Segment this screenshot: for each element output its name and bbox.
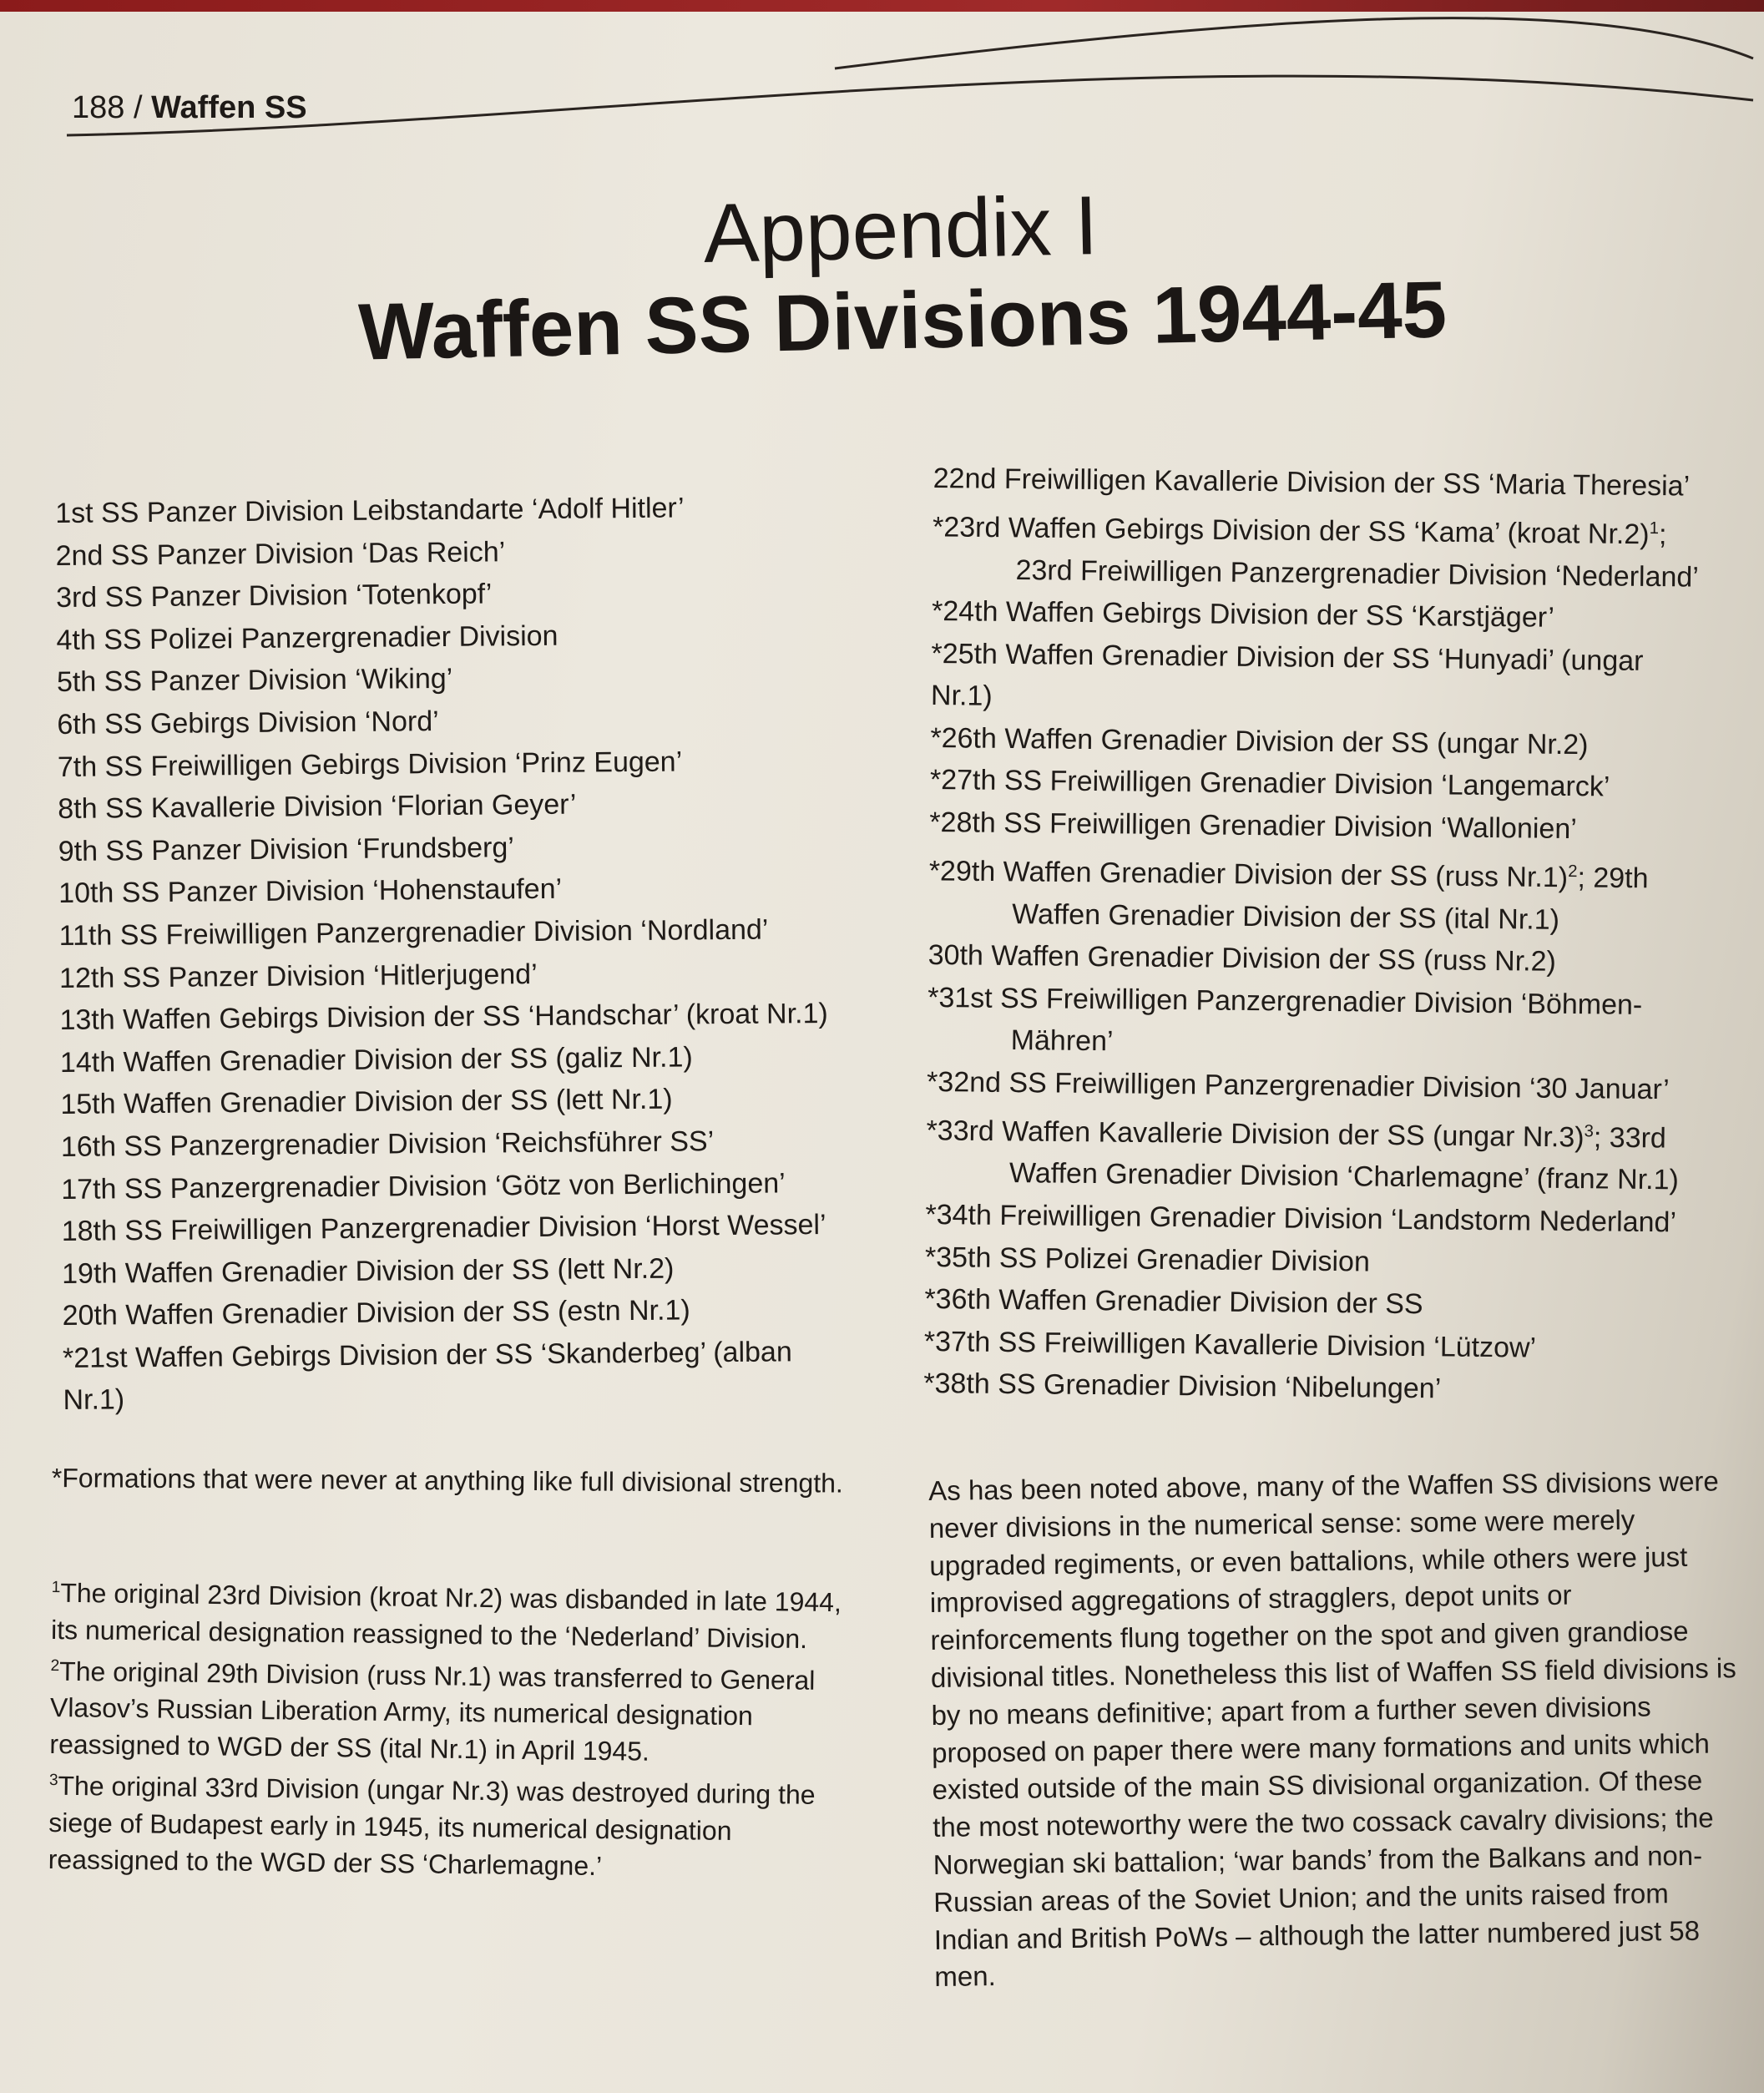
list-item-text: ;: [1658, 518, 1667, 551]
list-item: *27th SS Freiwilligen Grenadier Division ‘Langemarck’: [929, 764, 1610, 803]
footnotes: [48, 1570, 844, 1888]
list-item: 20th Waffen Grenadier Division der SS (estn Nr.1): [62, 1294, 690, 1332]
list-item: 7th SS Freiwilligen Gebirgs Division ‘Prinz Eugen’: [57, 746, 683, 783]
list-item: *37th SS Freiwilligen Kavallerie Division ‘Lützow’: [923, 1325, 1537, 1364]
list-item: 19th Waffen Grenadier Division der SS (lett Nr.2): [61, 1252, 675, 1290]
list-item: Mähren’: [1010, 1024, 1114, 1058]
list-item: *38th SS Grenadier Division ‘Nibelungen’: [923, 1368, 1442, 1405]
closing-paragraph: As has been noted above, many of the Waffen SS divisions were never divisions in the numerical sense: some were merely upgraded regiments, or even battalions, while others were just improvised aggregations of stragglers, depot units or reinforcements flung together on the spot and given grandiose divisional titles. Nonetheless this list of Waffen SS field divisions is by no means definitive; apart from a further seven divisions proposed on paper there were many formations and units which existed outside of the main SS divisional organization. Of these the most noteworthy were the two cossack cavalry divisions; the Norwegian ski battalion; ‘war bands’ from the Balkans and non-Russian areas of the Soviet Union; and the units raised from Indian and British PoWs – although the latter numbered just 58 men.: [928, 1465, 1736, 1993]
list-item: 15th Waffen Grenadier Division der SS (lett Nr.1): [60, 1083, 673, 1121]
list-item: 3rd SS Panzer Division ‘Totenkopf’: [55, 578, 493, 614]
footnote-text: The original 33rd Division (ungar Nr.3) was destroyed during the siege of Budapest early in 1945, its numerical designation reassigned to the WGD der SS ‘Charlemagne.’: [48, 1771, 816, 1882]
footnote: [51, 1570, 845, 1657]
appendix-label: Appendix I: [702, 179, 1099, 281]
list-item: 5th SS Panzer Division ‘Wiking’: [56, 663, 453, 699]
list-item-text: *29th Waffen Grenadier Division der SS (russ Nr.1): [928, 854, 1569, 893]
footnote-mark: 2: [50, 1656, 60, 1675]
list-item: 22nd Freiwilligen Kavallerie Division der SS ‘Maria Theresia’: [933, 462, 1691, 503]
section-name: Waffen SS: [151, 90, 307, 125]
list-item: 12th SS Panzer Division ‘Hitlerjugend’: [58, 958, 538, 994]
list-item: *34th Freiwilligen Grenadier Division ‘Landstorm Nederland’: [925, 1199, 1677, 1239]
list-item: *24th Waffen Gebirgs Division der SS ‘Karstjäger’: [931, 595, 1555, 634]
footnote-mark: 1: [51, 1578, 61, 1597]
division-list-left: [55, 485, 890, 1422]
list-item: 2nd SS Panzer Division ‘Das Reich’: [55, 535, 506, 572]
footnote: [49, 1648, 844, 1772]
list-item: 17th SS Panzergrenadier Division ‘Götz von Berlichingen’: [61, 1166, 786, 1206]
list-item: *25th Waffen Grenadier Division der SS ‘Hunyadi’ (ungar Nr.1): [930, 637, 1644, 713]
list-item: 10th SS Panzer Division ‘Hohenstaufen’: [58, 873, 563, 910]
list-item: Waffen Grenadier Division der SS (ital Nr.1): [1012, 897, 1560, 936]
footnote-ref: 3: [1584, 1121, 1595, 1140]
formations-note: *Formations that were never at anything like full divisional strength.: [51, 1462, 843, 1499]
running-head: [72, 90, 307, 126]
list-item: Waffen Grenadier Division ‘Charlemagne’ (franz Nr.1): [1008, 1157, 1680, 1196]
appendix-title: Waffen SS Divisions 1944-45: [357, 265, 1448, 377]
list-item: 16th SS Panzergrenadier Division ‘Reichsführer SS’: [60, 1125, 715, 1163]
list-item: [926, 1104, 1736, 1160]
list-item: *31st SS Freiwilligen Panzergrenadier Division ‘Böhmen-: [927, 981, 1643, 1021]
footnote-text: The original 29th Division (russ Nr.1) was transferred to General Vlasov’s Russian Liberation Army, its numerical designation reassigned to WGD der SS (ital Nr.1) in April 1945.: [49, 1656, 816, 1767]
list-item: *32nd SS Freiwilligen Panzergrenadier Division ‘30 Januar’: [926, 1065, 1670, 1106]
list-item: 13th Waffen Gebirgs Division der SS ‘Handschar’ (kroat Nr.1): [59, 998, 828, 1037]
footnote-text: The original 23rd Division (kroat Nr.2) was disbanded in late 1944, its numerical designation reassigned to the ‘Nederland’ Division.: [50, 1577, 842, 1654]
list-item: 23rd Freiwilligen Panzergrenadier Division ‘Nederland’: [1015, 554, 1700, 594]
list-item-text: *23rd Waffen Gebirgs Division der SS ‘Kama’ (kroat Nr.2): [932, 510, 1650, 550]
list-item: 1st SS Panzer Division Leibstandarte ‘Adolf Hitler’: [55, 492, 685, 529]
list-item: 8th SS Kavallerie Division ‘Florian Geyer’: [58, 788, 577, 826]
list-item: *26th Waffen Grenadier Division der SS (ungar Nr.2): [930, 721, 1589, 761]
footnote-ref: 2: [1568, 862, 1578, 881]
list-item: 18th SS Freiwilligen Panzergrenadier Division ‘Horst Wessel’: [61, 1209, 826, 1248]
list-item-text: *33rd Waffen Kavallerie Division der SS (ungar Nr.3): [926, 1114, 1585, 1154]
list-item: 11th SS Freiwilligen Panzergrenadier Division ‘Nordland’: [58, 913, 769, 952]
list-item: 4th SS Polizei Panzergrenadier Division: [56, 619, 559, 656]
list-item: 14th Waffen Grenadier Division der SS (galiz Nr.1): [59, 1041, 693, 1079]
list-item: *21st Waffen Gebirgs Division der SS ‘Skanderbeg’ (alban Nr.1): [62, 1336, 792, 1417]
list-item: 9th SS Panzer Division ‘Frundsberg’: [58, 831, 515, 867]
footnote-ref: 1: [1649, 518, 1660, 538]
page-title: [249, 170, 1554, 382]
list-item: [933, 500, 1743, 557]
list-item: 6th SS Gebirgs Division ‘Nord’: [57, 705, 439, 741]
list-item: 30th Waffen Grenadier Division der SS (russ Nr.2): [927, 939, 1557, 978]
list-item-text: ; 29th: [1577, 862, 1649, 894]
footnote-mark: 3: [48, 1772, 58, 1790]
list-item: *35th SS Polizei Grenadier Division: [924, 1241, 1371, 1278]
page-number: 188 /: [72, 90, 143, 125]
header-rule: [0, 0, 1764, 150]
division-list-right: [923, 458, 1743, 1413]
footnote: [48, 1762, 842, 1887]
list-item-text: ; 33rd: [1593, 1121, 1667, 1155]
list-item: [929, 844, 1740, 901]
list-item: *36th Waffen Grenadier Division der SS: [924, 1283, 1423, 1321]
list-item: *28th SS Freiwilligen Grenadier Division ‘Wallonien’: [929, 806, 1578, 846]
